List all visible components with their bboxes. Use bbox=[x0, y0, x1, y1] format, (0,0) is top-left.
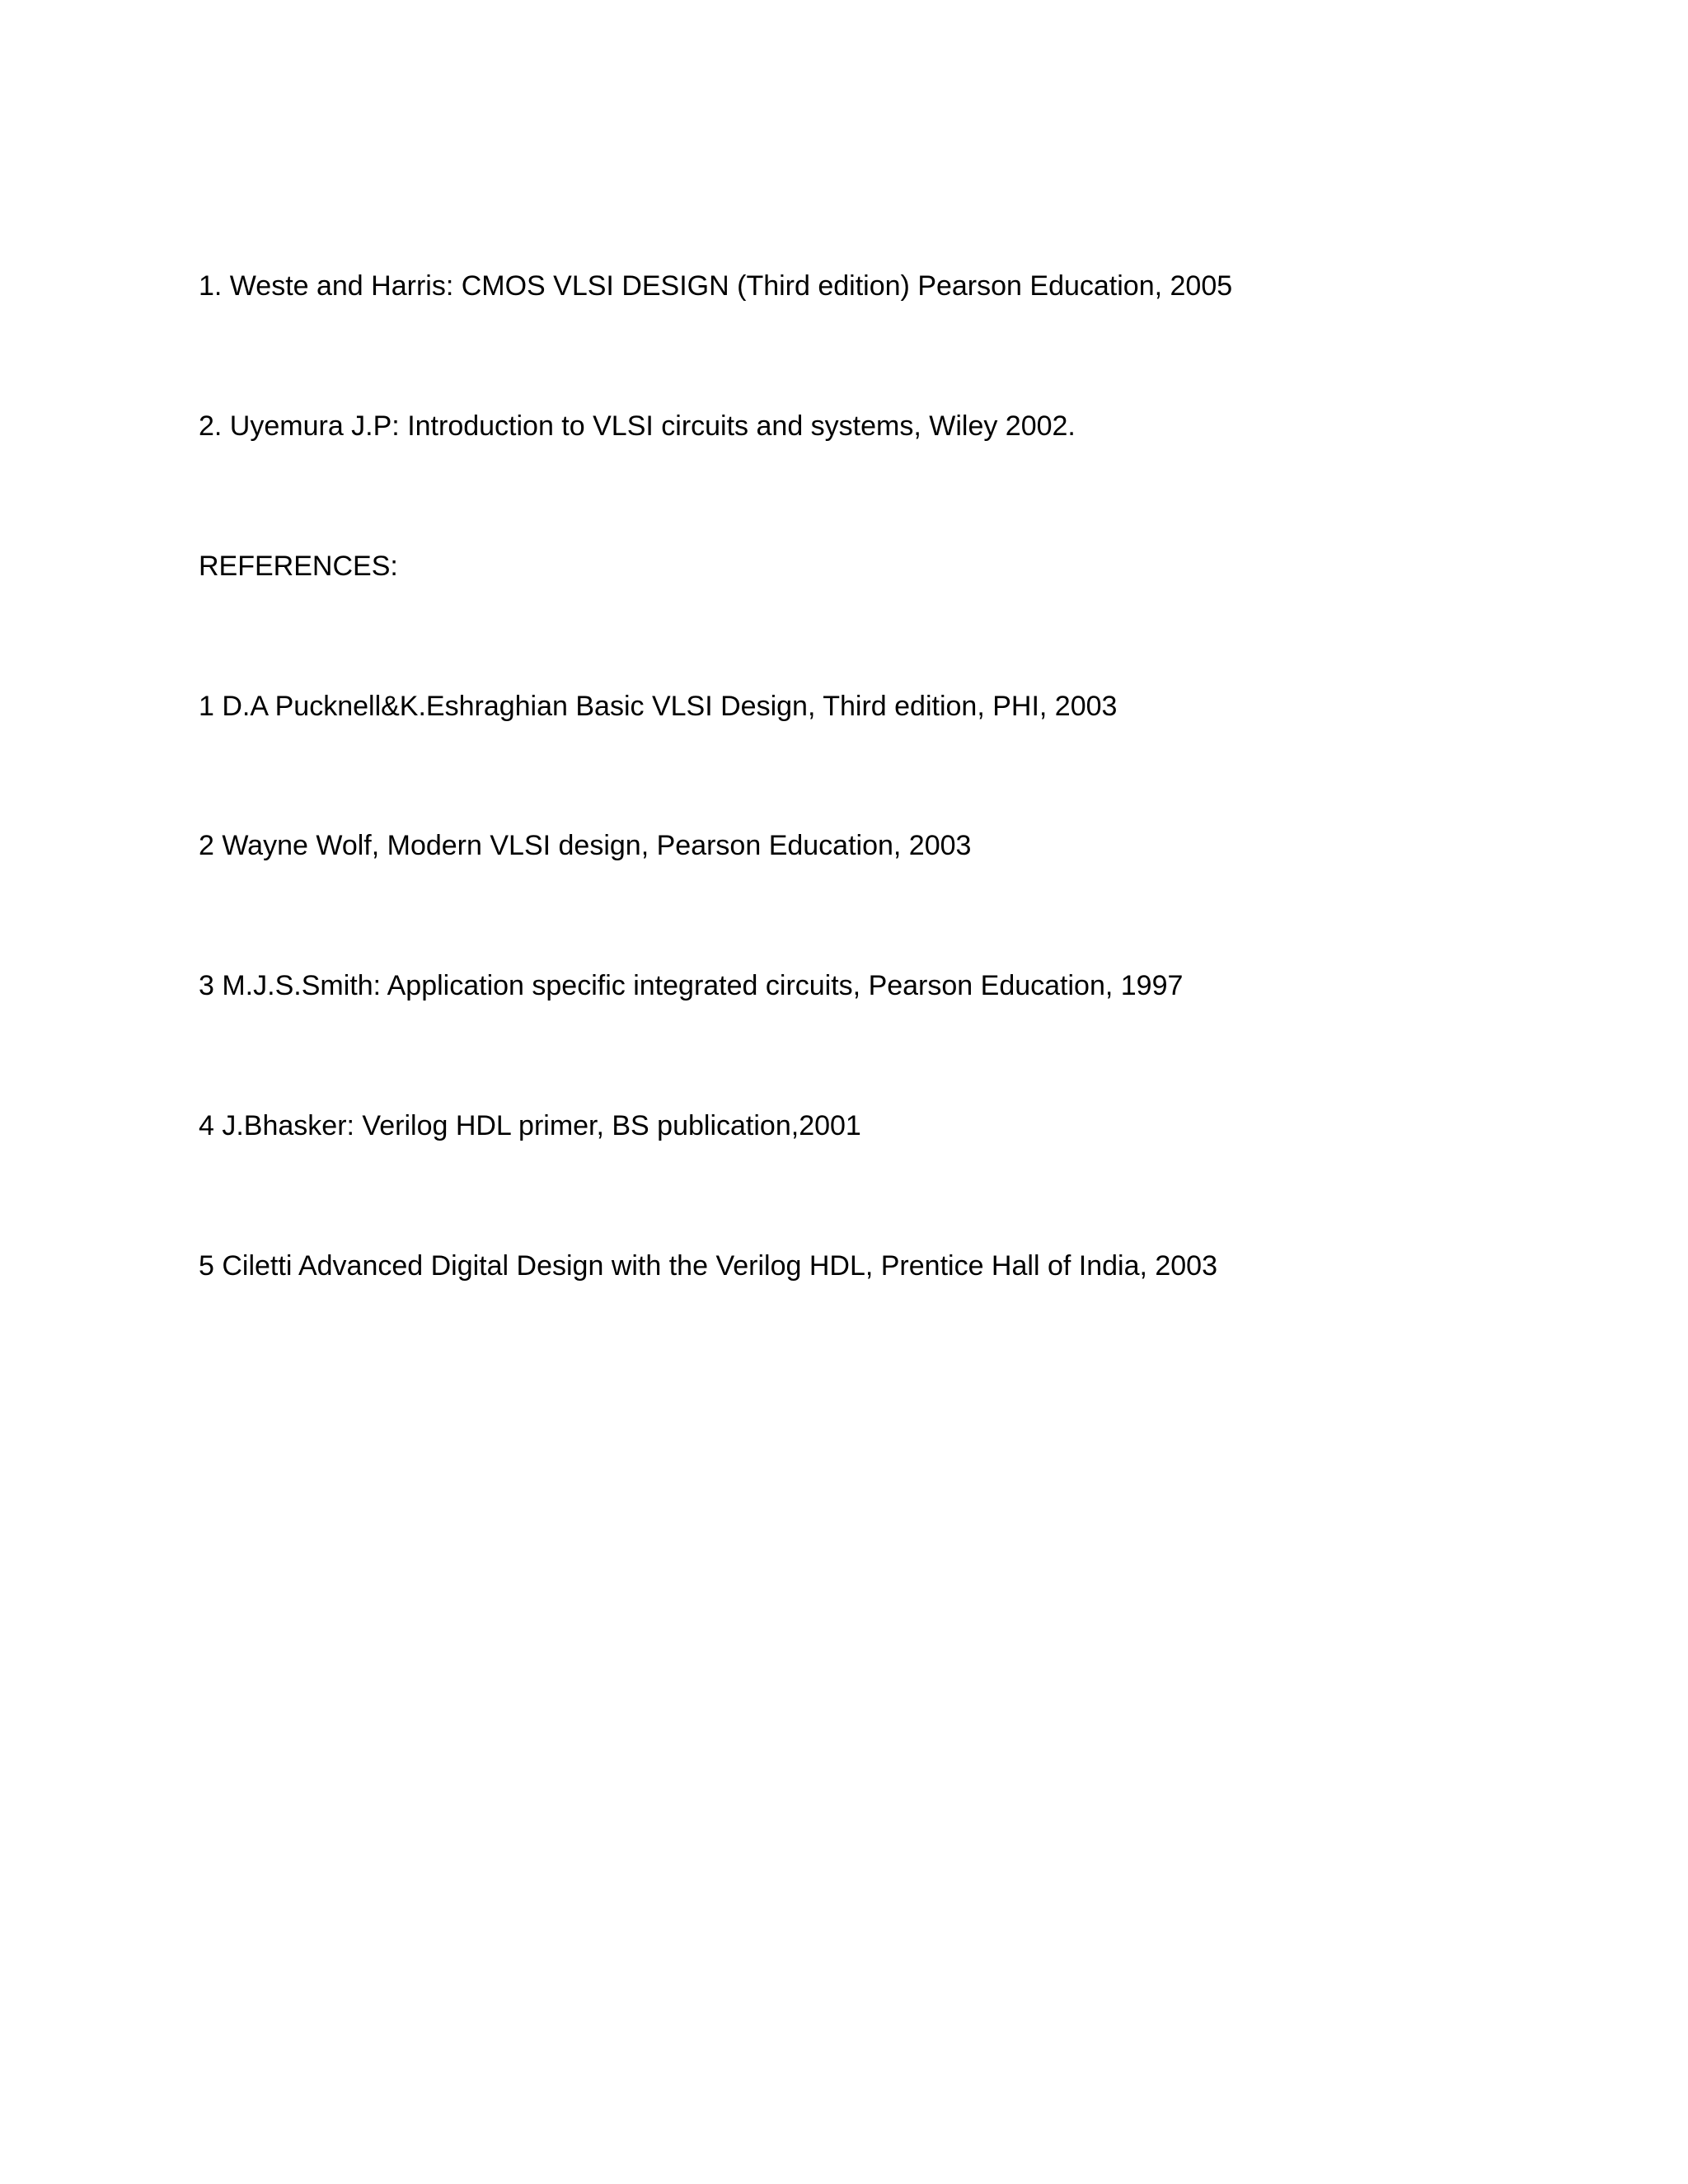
book-entry-1: 1. Weste and Harris: CMOS VLSI DESIGN (Third edition) Pearson Education, 2005 bbox=[199, 270, 1233, 302]
reference-entry-4: 4 J.Bhasker: Verilog HDL primer, BS publication,2001 bbox=[199, 1110, 861, 1141]
book-entry-2: 2. Uyemura J.P: Introduction to VLSI circuits and systems, Wiley 2002. bbox=[199, 410, 1076, 442]
reference-entry-1: 1 D.A Pucknell&K.Eshraghian Basic VLSI Design, Third edition, PHI, 2003 bbox=[199, 691, 1118, 722]
reference-entry-3: 3 M.J.S.Smith: Application specific integrated circuits, Pearson Education, 1997 bbox=[199, 970, 1184, 1001]
references-heading: REFERENCES: bbox=[199, 551, 398, 582]
reference-entry-5: 5 Ciletti Advanced Digital Design with the Verilog HDL, Prentice Hall of India, 2003 bbox=[199, 1250, 1218, 1282]
reference-entry-2: 2 Wayne Wolf, Modern VLSI design, Pearson Education, 2003 bbox=[199, 830, 972, 861]
